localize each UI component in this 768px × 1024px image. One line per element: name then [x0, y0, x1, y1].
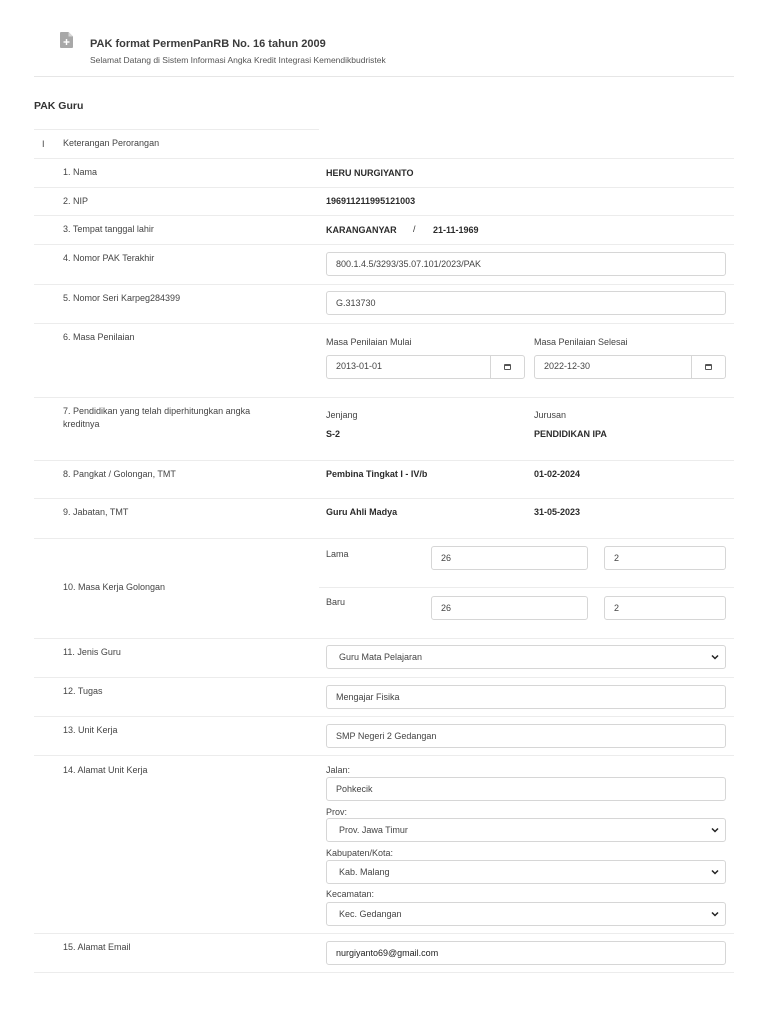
page-subtitle: Selamat Datang di Sistem Informasi Angka Kredit Integrasi Kemendikbudristek — [90, 55, 386, 65]
masa-selesai-date-input[interactable] — [534, 355, 726, 379]
karpeg-input[interactable]: G.313730 — [326, 291, 726, 315]
label-jenis-guru: 11. Jenis Guru — [63, 647, 121, 657]
section-title: PAK Guru — [34, 100, 84, 112]
label-alamat: 14. Alamat Unit Kerja — [63, 765, 148, 775]
value-birthdate: 21-11-1969 — [433, 225, 479, 235]
row-ttl — [34, 216, 734, 245]
label-ttl: 3. Tempat tanggal lahir — [63, 224, 154, 234]
row-karpeg — [34, 285, 734, 324]
prov-select[interactable] — [326, 818, 726, 842]
nomor-pak-input[interactable]: 800.1.4.5/3293/35.07.101/2023/PAK — [326, 252, 726, 276]
row-unit-kerja — [34, 717, 734, 756]
calendar-icon[interactable] — [691, 356, 725, 378]
row-nama — [34, 159, 734, 188]
label-masa-mulai: Masa Penilaian Mulai — [326, 337, 412, 347]
jenis-guru-select[interactable] — [326, 645, 726, 669]
section-label: Keterangan Perorangan — [63, 138, 160, 148]
value-jabatan: Guru Ahli Madya — [326, 507, 398, 517]
tugas-input[interactable]: Mengajar Fisika — [326, 685, 726, 709]
page-title: PAK format PermenPanRB No. 16 tahun 2009 — [90, 38, 326, 50]
row-masa-penilaian — [34, 324, 734, 398]
label-masa-kerja: 10. Masa Kerja Golongan — [63, 582, 166, 592]
row-alamat — [34, 756, 734, 934]
row-pendidikan — [34, 398, 734, 461]
label-jalan: Jalan: — [326, 765, 351, 775]
row-jenis-guru — [34, 639, 734, 678]
lama-bulan-input[interactable]: 2 — [604, 546, 726, 570]
row-keterangan — [34, 129, 734, 159]
label-nip: 2. NIP — [63, 196, 89, 206]
row-pangkat — [34, 461, 734, 499]
label-baru: Baru — [326, 597, 346, 607]
kabupaten-value: Kab. Malang — [339, 867, 390, 877]
jenis-guru-value: Guru Mata Pelajaran — [339, 652, 423, 662]
label-pendidikan: 7. Pendidikan yang telah diperhitungkan angka kreditnya — [63, 406, 251, 429]
row-nip — [34, 188, 734, 216]
kecamatan-select[interactable] — [326, 902, 726, 926]
value-jenjang: S-2 — [326, 429, 341, 439]
row-jabatan — [34, 499, 734, 539]
lama-tahun-input[interactable]: 26 — [431, 546, 588, 570]
row-email — [34, 934, 734, 973]
baru-bulan-input[interactable]: 2 — [604, 596, 726, 620]
prov-value: Prov. Jawa Timur — [339, 825, 408, 835]
email-input[interactable]: nurgiyanto69@gmail.com — [326, 941, 726, 965]
label-jabatan: 9. Jabatan, TMT — [63, 507, 129, 517]
document-plus-icon — [60, 32, 73, 48]
value-birthplace: KARANGANYAR — [326, 225, 397, 235]
chevron-down-icon — [711, 910, 719, 918]
label-masa-selesai: Masa Penilaian Selesai — [534, 337, 628, 347]
row-tugas — [34, 678, 734, 717]
label-karpeg: 5. Nomor Seri Karpeg284399 — [63, 293, 181, 303]
label-kabupaten: Kabupaten/Kota: — [326, 848, 394, 858]
kecamatan-value: Kec. Gedangan — [339, 909, 402, 919]
label-nomor-pak: 4. Nomor PAK Terakhir — [63, 253, 155, 263]
row-nomor-pak — [34, 245, 734, 285]
unit-kerja-input[interactable]: SMP Negeri 2 Gedangan — [326, 724, 726, 748]
label-jurusan: Jurusan — [534, 410, 567, 420]
row-masa-kerja — [34, 539, 734, 639]
value-pangkat-tmt: 01-02-2024 — [534, 469, 581, 479]
page-header — [34, 30, 734, 77]
kabupaten-select[interactable] — [326, 860, 726, 884]
divider — [319, 587, 734, 588]
chevron-down-icon — [711, 653, 719, 661]
value-nama: HERU NURGIYANTO — [326, 168, 414, 178]
label-nama: 1. Nama — [63, 167, 98, 177]
masa-mulai-date-input[interactable] — [326, 355, 525, 379]
section-roman: I — [42, 139, 45, 149]
value-jurusan: PENDIDIKAN IPA — [534, 429, 607, 439]
label-masa-penilaian: 6. Masa Penilaian — [63, 332, 135, 342]
value-nip: 196911211995121003 — [326, 196, 416, 206]
jalan-input[interactable]: Pohkecik — [326, 777, 726, 801]
label-lama: Lama — [326, 549, 349, 559]
label-prov: Prov: — [326, 807, 348, 817]
chevron-down-icon — [711, 868, 719, 876]
separator: / — [413, 224, 416, 234]
label-tugas: 12. Tugas — [63, 686, 103, 696]
label-pangkat: 8. Pangkat / Golongan, TMT — [63, 469, 176, 479]
label-kecamatan: Kecamatan: — [326, 889, 375, 899]
calendar-icon[interactable] — [490, 356, 524, 378]
masa-mulai-value: 2013-01-01 — [336, 361, 383, 371]
label-unit-kerja: 13. Unit Kerja — [63, 725, 118, 735]
masa-selesai-value: 2022-12-30 — [544, 361, 591, 371]
value-pangkat: Pembina Tingkat I - IV/b — [326, 469, 428, 479]
baru-tahun-input[interactable]: 26 — [431, 596, 588, 620]
label-email: 15. Alamat Email — [63, 942, 131, 952]
label-jenjang: Jenjang — [326, 410, 358, 420]
value-jabatan-tmt: 31-05-2023 — [534, 507, 581, 517]
chevron-down-icon — [711, 826, 719, 834]
